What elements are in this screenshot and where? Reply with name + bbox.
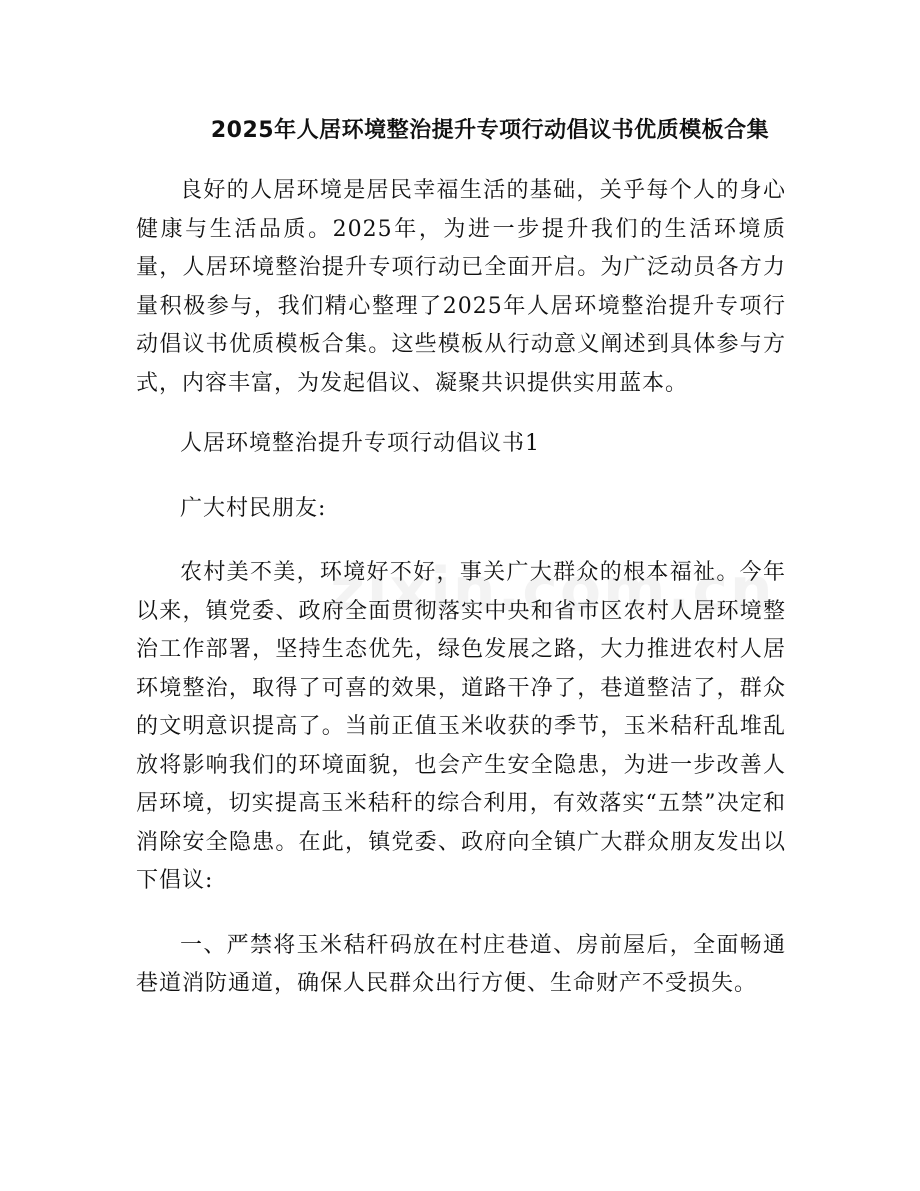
salutation: 广大村民朋友:	[180, 495, 327, 521]
document-body	[136, 172, 786, 1030]
proposal-item-1: 一、严禁将玉米秸秆码放在村庄巷道、房前屋后，全面畅通巷道消防通道，确保人民群众出行方便、生命财产不受损失。	[136, 932, 786, 996]
document-title: 2025年人居环境整治提升专项行动倡议书优质模板合集	[210, 118, 770, 143]
body-paragraph: 农村美不美，环境好不好，事关广大群众的根本福祉。今年以来，镇党委、政府全面贯彻落实中央和省市区农村人居环境整治工作部署，坚持生态优先，绿色发展之路，大力推进农村人居环境整治，取得了可喜的效果，道路干净了，巷道整洁了，群众的文明意识提高了。当前正值玉米收获的季节，玉米秸秆乱堆乱放将影响我们的环境面貌，也会产生安全隐患，为进一步改善人居环境，切实提高玉米秸秆的综合利用，有效落实“五禁”决定和消除安全隐患。在此，镇党委、政府向全镇广大群众朋友发出以下倡议:	[136, 560, 786, 893]
intro-paragraph: 良好的人居环境是居民幸福生活的基础，关乎每个人的身心健康与生活品质。2025年，为进一步提升我们的生活环境质量，人居环境整治提升专项行动已全面开启。为广泛动员各方力量积极参与，我们精心整理了2025年人居环境整治提升专项行动倡议书优质模板合集。这些模板从行动意义阐述到具体参与方式，内容丰富，为发起倡议、凝聚共识提供实用蓝本。	[136, 178, 786, 396]
section-heading: 人居环境整治提升专项行动倡议书1	[180, 431, 540, 456]
